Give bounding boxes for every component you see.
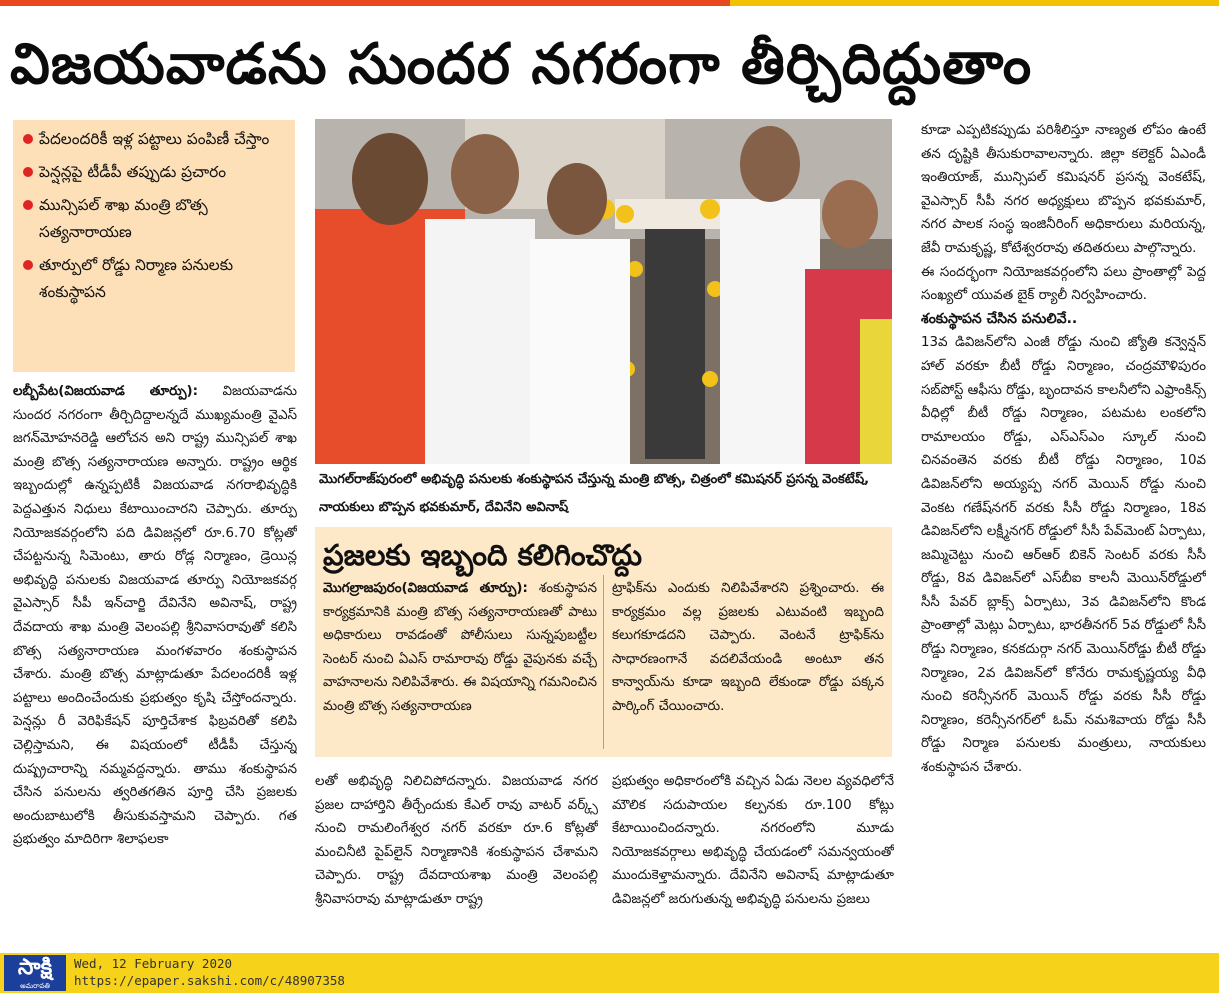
sub-story-left-text bbox=[323, 577, 597, 719]
bullet-icon bbox=[23, 260, 33, 270]
bullet-icon bbox=[23, 200, 33, 210]
top-color-bar bbox=[0, 0, 1219, 6]
column-divider bbox=[603, 575, 604, 749]
footer-meta bbox=[74, 955, 345, 989]
highlight-text: పేదలందరికీ ఇళ్ల పట్టాలు పంపిణీ చేస్తాం bbox=[39, 130, 270, 148]
top-color-bar-red bbox=[0, 0, 730, 6]
left-article-text bbox=[13, 380, 297, 852]
highlight-item bbox=[23, 126, 287, 153]
sub-story-left-column bbox=[323, 577, 597, 749]
sakshi-logo[interactable] bbox=[4, 955, 66, 991]
article-body: విజయవాడను సుందర నగరంగా తీర్చిదిద్దాలన్నదే ముఖ్యమంత్రి వైఎస్ జగన్‌మోహనరెడ్డి ఆలోచన అని రాష్ట్ర మున్సిపల్ శాఖ మంత్రి బొత్స సత్యనారాయణ అన్నారు. రాష్ట్రం ఆర్థిక ఇబ్బందుల్లో ఉన్నప్పటికీ విజయవాడ నగరాభివృద్ధికి పెద్దఎత్తున నిధులు కేటాయించారని చెప్పారు. తూర్పు నియోజకవర్గంలోని పది డివిజన్లలో రూ.6.70 కోట్లతో చేపట్టనున్న సిమెంటు, తారు రోడ్ల నిర్మాణం, డ్రెయిన్ల అభివృద్ధి పనులకు విజయవాడ తూర్పు నియోజకవర్గ వైఎస్సార్ సీపీ ఇన్‌చార్జి దేవినేని అవినాష్, రాష్ట్ర దేవదాయ శాఖ మంత్రి వెలంపల్లి శ్రీనివాసరావుతో కలిసి బొత్స సత్యనారాయణ మంగళవారం శంకుస్థాపన చేశారు. మంత్రి బొత్స మాట్లాడుతూ పేదలందరికీ ఇళ్ల పట్టాలు అందించేందుకు ప్రభుత్వం కృషి చేస్తోందన్నారు. పెన్షన్లు రీ వెరిఫికేషన్ పూర్తిచేశాక ఫిబ్రవరితో కలిపి చెల్లిస్తామని, ఈ విషయంలో టీడీపీ చేస్తున్న దుష్ప్రచారాన్ని నమ్మవద్దన్నారు. తాము శంకుస్థాపన చేసిన పనులను త్వరితగతిన పూర్తి చేసి ప్రజలకు అందుబాటులోకి తీసుకువస్తామని చెప్పారు. గత ప్రభుత్వం మాదిరిగా శిలాఫలకా bbox=[13, 384, 297, 848]
highlight-item bbox=[23, 159, 287, 186]
left-article-column bbox=[13, 380, 297, 940]
logo-text: సాక్షి bbox=[17, 955, 53, 980]
bullet-icon bbox=[23, 167, 33, 177]
highlight-item bbox=[23, 252, 287, 306]
article-body: ప్రభుత్వం అధికారంలోకి వచ్చిన ఏడు నెలల వ్యవధిలోనే మౌలిక సదుపాయల కల్పనకు రూ.100 కోట్లు కేటాయించిందన్నారు. నగరంలోని మూడు నియోజకవర్గాలు అభివృద్ధి చేయడంలో సమన్వయంతో ముందుకెళ్తామన్నారు. దేవినేని అవినాష్ మాట్లాడుతూ డివిజన్లలో జరుగుతున్న అభివృద్ధి పనులను ప్రజలు bbox=[612, 774, 894, 907]
highlight-item bbox=[23, 192, 287, 246]
dateline: మొగల్రాజపురం(విజయవాడ తూర్పు): bbox=[323, 581, 528, 596]
logo-subtext: అమరావతి bbox=[20, 982, 50, 990]
article-body: కూడా ఎప్పటికప్పుడు పరిశీలిస్తూ నాణ్యత లోపం ఉంటే తన దృష్టికి తీసుకురావాలన్నారు. జిల్లా కలెక్టర్ ఏఎండీ ఇంతియాజ్, మున్సిపల్ కమిషనర్ ప్రసన్న వెంకటేష్, వైఎస్సార్ సీపీ నగర అధ్యక్షులు బొప్పన భవకుమార్, నగర పాలక సంస్థ ఇంజినీరింగ్ అధికారులు మరియన్న, జేవీ రామకృష్ణ, కోటేశ్వరరావు తదితరులు పాల్గొన్నారు. bbox=[921, 123, 1206, 256]
edition-date: Wed, 12 February 2020 bbox=[74, 956, 233, 971]
article-body: లతో అభివృద్ధి నిలిచిపోదన్నారు. విజయవాడ నగర ప్రజల దాహార్తిని తీర్చేందుకు కేఎల్ రావు వాటర్ వర్క్స్ నుంచి రామలింగేశ్వర నగర్ వరకూ రూ.6 కోట్లతో మంచినీటి పైప్‌లైన్ నిర్మాణానికి శంకుస్థాపన చేశామని చెప్పారు. రాష్ట్ర దేవదాయశాఖ మంత్రి వెలంపల్లి శ్రీనివాసరావు మాట్లాడుతూ రాష్ట్ర bbox=[315, 774, 598, 907]
dateline: లబ్బీపేట(విజయవాడ తూర్పు): bbox=[13, 384, 198, 399]
article-body: 13వ డివిజన్‌లోని ఎంజీ రోడ్డు నుంచి జ్యోతి కన్వెన్షన్ హాల్ వరకూ బీటీ రోడ్డు నిర్మాణం, చంద్రమౌళిపురం సబ్‌పోస్ట్ ఆఫీసు రోడ్డు, బృందావన కాలనీలోని ఎఫ్రాంకిన్స్ వీధిల్లో బీటీ రోడ్డు నిర్మాణం, పటమట లంకలోని రామాలయం రోడ్డు, ఎస్ఎస్ఎం స్కూల్ నుంచి చినవంతెన వరకు బీటీ రోడ్డు నిర్మాణం, 10వ డివిజన్‌లోని అయ్యప్ప నగర్ మెయిన్ రోడ్డు నుంచి వెంకట గణేష్‌నగర్ వరకు సీసీ రోడ్డు నిర్మాణం, 18వ డివిజన్‌లోని లక్ష్మీనగర్ రోడ్డులో సీసీ పేవ్‌మెంట్ ఏర్పాటు, జమ్మిచెట్టు నుంచి ఆర్‌ఆర్ బికెన్ సెంటర్ వరకు సీసీ రోడ్డు, 8వ డివిజన్‌లో ఎస్‌బీఐ కాలనీ మెయిన్‌రోడ్డులో సీసీ పేవర్ బ్లాక్స్ ఏర్పాటు, 3వ డివిజన్‌లోని కొండ ప్రాంతాల్లో మెట్లు ఏర్పాటు, భారతీనగర్ 5వ రోడ్డులో సీసీ రోడ్డు నిర్మాణం, కనకదుర్గా నగర్ మెయిన్‌రోడ్డు బీటీ రోడ్డు నిర్మాణం, 2వ డివిజన్‌లో కోనేరు రామకృష్ణయ్య వీధి నుంచి కరెన్సీనగర్ మెయిన్ రోడ్డు వరకు సీసీ రోడ్డు నిర్మాణం, కరెన్సీనగర్‌లో ఓమ్ నమశివాయ రోడ్డు సీసీ రోడ్డు నిర్మాణ పనులకు మంత్రులు, నాయకులు శంకుస్థాపన చేశారు. bbox=[921, 335, 1206, 776]
photo-caption: మొగల్‌రాజ్‌పురంలో అభివృద్ధి పనులకు శంకుస్థాపన చేస్తున్న మంత్రి బొత్స, చిత్రంలో కమిషనర్ ప్రసన్న వెంకటేష్, నాయకులు బొప్పన భవకుమార్, దేవినేని అవినాష్ bbox=[319, 472, 870, 515]
right-article-column bbox=[921, 119, 1206, 941]
highlights-box bbox=[13, 120, 295, 372]
sub-heading: శంకుస్థాపన చేసిన పనులివే.. bbox=[921, 310, 1078, 327]
photo-image bbox=[315, 119, 892, 464]
news-photo bbox=[315, 119, 892, 464]
epaper-link[interactable]: https://epaper.sakshi.com/c/48907358 bbox=[74, 973, 345, 988]
highlight-text: తూర్పులో రోడ్డు నిర్మాణ పనులకు శంకుస్థాపన bbox=[39, 256, 234, 301]
bullet-icon bbox=[23, 134, 33, 144]
article-body: శంకుస్థాపన కార్యక్రమానికి మంత్రి బొత్స సత్యనారాయణతో పాటు అధికారులు రావడంతో పోలీసులు సున్నపుబట్టీల సెంటర్ నుంచి ఏఎస్ రామారావు రోడ్డు వైపునకు వచ్చే వాహనాలను నిలిపివేశారు. ఈ విషయాన్ని గమనించిన మంత్రి బొత్స సత్యనారాయణ bbox=[323, 581, 597, 714]
highlight-text: మున్సిపల్ శాఖ మంత్రి బొత్స సత్యనారాయణ bbox=[39, 196, 208, 241]
mid-column-a bbox=[315, 770, 598, 942]
article-body: ట్రాఫిక్‌ను ఎందుకు నిలిపివేశారని ప్రశ్నించారు. ఈ కార్యక్రమం వల్ల ప్రజలకు ఎటువంటి ఇబ్బంది కలుగకూడదని చెప్పారు. వెంటనే ట్రాఫిక్‌ను సాధారణంగానే వదలివేయండి అంటూ తన కాన్వాయ్‌ను కూడా ఇబ్బంది లేకుండా రోడ్డు పక్కన పార్కింగ్ చేయించారు. bbox=[612, 581, 884, 714]
highlight-text: పెన్షన్లపై టీడీపీ తప్పుడు ప్రచారం bbox=[39, 163, 227, 181]
mid-column-b bbox=[612, 770, 894, 942]
footer-bar bbox=[0, 953, 1219, 993]
article-body: ఈ సందర్భంగా నియోజకవర్గంలోని పలు ప్రాంతాల్లో పెద్ద సంఖ్యలో యువత బైక్ ర్యాలీ నిర్వహించారు. bbox=[921, 264, 1206, 304]
sub-story-right-column bbox=[612, 577, 884, 749]
sub-story-box bbox=[315, 527, 892, 757]
sub-story-title: ప్రజలకు ఇబ్బంది కలిగించొద్దు bbox=[323, 538, 643, 572]
headline: విజయవాడను సుందర నగరంగా తీర్చిదిద్దుతాం bbox=[10, 32, 1033, 97]
